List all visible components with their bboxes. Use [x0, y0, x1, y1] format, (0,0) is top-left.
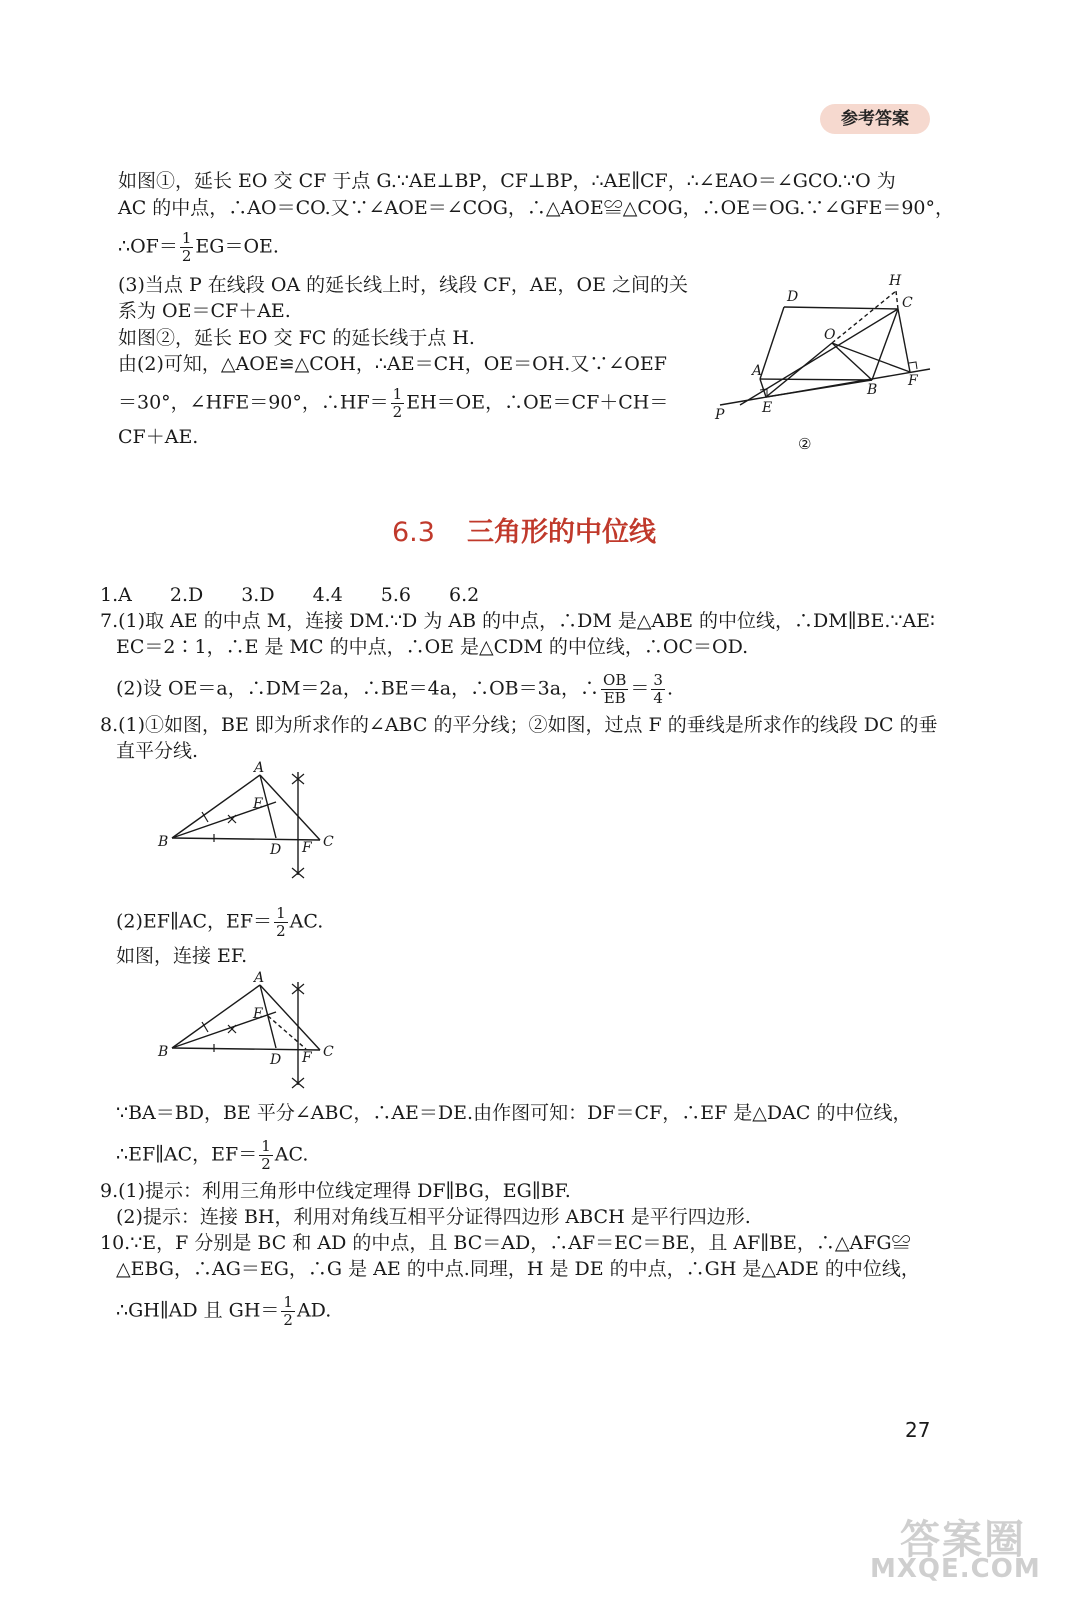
side-ab	[760, 379, 872, 380]
line-eb	[766, 380, 872, 397]
text-segment: AC.	[274, 1143, 309, 1166]
fraction	[180, 230, 194, 265]
watermark-text: 答案圈	[900, 1517, 1026, 1563]
line-of	[832, 343, 910, 372]
numerator: 1	[181, 229, 192, 247]
label-f: F	[302, 1050, 312, 1066]
text-line: 系为 OE＝CF＋AE.	[118, 300, 291, 322]
numerator: 1	[261, 1137, 271, 1155]
line-ch-dashed	[896, 291, 898, 309]
watermark	[870, 1508, 1070, 1588]
figure-2-parallelogram	[700, 265, 940, 455]
right-angle-mark-f	[909, 362, 917, 369]
side-dc	[784, 307, 898, 309]
label-f: F	[302, 840, 312, 856]
watermark-url: MXQE.COM	[870, 1554, 1041, 1584]
label-b: B	[158, 1044, 169, 1060]
text-line: 如图①，延长 EO 交 CF 于点 G.∵AE⊥BP，CF⊥BP，∴AE∥CF，∴∠EAO＝∠GCO.∵O 为	[118, 170, 896, 192]
label-a: A	[752, 363, 763, 379]
text-segment: AC.	[289, 910, 324, 933]
side-cb	[872, 309, 898, 380]
side-ba	[172, 775, 260, 838]
label-c: C	[323, 1044, 334, 1060]
text-segment: EH＝OE，∴OE＝CF＋CH＝	[406, 391, 669, 414]
text-segment: ∴GH∥AD 且 GH＝	[116, 1299, 280, 1322]
text-segment: EG＝OE.	[195, 235, 279, 258]
denominator: 2	[181, 247, 192, 265]
side-ba	[172, 985, 260, 1048]
side-da	[760, 307, 784, 379]
text-segment: (2)设 OE＝a，∴DM＝2a，∴BE＝4a，∴OB＝3a，∴	[116, 677, 600, 700]
text-line	[116, 1138, 308, 1173]
answer-key-badge: 参考答案	[820, 104, 930, 134]
numerator: 1	[392, 385, 403, 403]
fraction	[391, 386, 405, 421]
side-ac	[260, 775, 320, 840]
denominator: 4	[653, 689, 663, 707]
text-line: △EBG，∴AG＝EG，∴G 是 AE 的中点.同理，H 是 DE 的中点，∴GH 是△ADE 的中位线，	[116, 1258, 920, 1280]
text-line: EC＝2∶1，∴E 是 MC 的中点，∴OE 是△CDM 的中位线，∴OC＝OD.	[116, 636, 749, 658]
label-c: C	[902, 295, 913, 311]
text-line: (2)提示：连接 BH，利用对角线互相平分证得四边形 ABCH 是平行四边形.	[116, 1206, 751, 1228]
label-e: E	[253, 1006, 264, 1022]
text-line: (3)当点 P 在线段 OA 的延长线上时，线段 CF，AE，OE 之间的关	[118, 274, 688, 296]
line-oh-dashed	[832, 291, 896, 343]
label-a: A	[254, 970, 265, 986]
line-eo	[766, 343, 832, 397]
numerator: 3	[653, 671, 663, 689]
text-line: 如图②，延长 EO 交 FC 的延长线于点 H.	[118, 327, 475, 349]
text-segment: .	[666, 677, 673, 700]
text-line: 8.(1)①如图，BE 即为所求作的∠ABC 的平分线；②如图，过点 F 的垂线是所求作的线段 DC 的垂	[100, 714, 938, 736]
text-segment: ∴EF∥AC，EF＝	[116, 1143, 258, 1166]
text-segment: ＝30°，∠HFE＝90°，∴HF＝	[118, 391, 389, 414]
denominator: 2	[276, 922, 286, 940]
text-segment: ＝	[630, 677, 650, 700]
label-d: D	[787, 289, 799, 305]
triangle-figure-2	[150, 970, 350, 1100]
label-d: D	[270, 842, 282, 858]
answers-row: 1.A 2.D 3.D 4.4 5.6 6.2	[100, 584, 480, 606]
text-line: 由(2)可知，△AOE≌△COH，∴AE＝CH，OE＝OH.又∵∠OEF	[118, 353, 667, 375]
fraction	[281, 1294, 295, 1329]
text-line: ∵BA＝BD，BE 平分∠ABC，∴AE＝DE.由作图可知：DF＝CF，∴EF 是△DAC 的中位线，	[116, 1102, 912, 1124]
fraction	[259, 1138, 273, 1173]
text-line	[118, 386, 668, 421]
label-e: E	[762, 400, 773, 416]
fraction	[601, 672, 628, 707]
segment-ef-dashed	[268, 1016, 306, 1049]
label-a: A	[254, 760, 265, 776]
label-p: P	[715, 407, 725, 423]
text-line: 如图，连接 EF.	[116, 945, 248, 967]
numerator: OB	[603, 671, 627, 689]
label-c: C	[323, 834, 334, 850]
section-number: 6.3	[392, 517, 435, 548]
text-line	[116, 672, 673, 707]
text-line: AC 的中点，∴AO＝CO.又∵∠AOE＝∠COG，∴△AOE≌△COG，∴OE＝OG.∵∠GFE＝90°，	[118, 197, 955, 219]
label-h: H	[889, 273, 902, 289]
text-line	[116, 1294, 331, 1329]
section-name: 三角形的中位线	[466, 517, 656, 548]
label-b: B	[867, 382, 878, 398]
label-b: B	[158, 834, 169, 850]
fraction	[274, 905, 288, 940]
line-ae	[760, 379, 766, 397]
text-line: 7.(1)取 AE 的中点 M，连接 DM.∵D 为 AB 的中点，∴DM 是△ABE 的中位线，∴DM∥BE.∵AE∶	[100, 610, 935, 632]
denominator: EB	[603, 689, 626, 707]
section-title	[392, 510, 656, 549]
denominator: 2	[392, 403, 403, 421]
text-line: 9.(1)提示：利用三角形中位线定理得 DF∥BG，EG∥BF.	[100, 1180, 571, 1202]
numerator: 1	[283, 1293, 293, 1311]
line-ob	[832, 343, 872, 380]
text-line: CF＋AE.	[118, 426, 199, 448]
triangle-figure-1	[150, 760, 350, 890]
figure-caption: ②	[798, 435, 812, 453]
text-line	[116, 905, 323, 940]
label-e: E	[253, 796, 264, 812]
text-segment: AD.	[296, 1299, 332, 1322]
line-cf	[898, 309, 910, 372]
text-segment: ∴OF＝	[118, 235, 178, 258]
label-d: D	[270, 1052, 282, 1068]
page-number: 27	[905, 1418, 931, 1442]
text-segment: (2)EF∥AC，EF＝	[116, 910, 273, 933]
text-line: 直平分线.	[116, 740, 199, 762]
label-f: F	[908, 373, 918, 389]
numerator: 1	[276, 904, 286, 922]
fraction	[651, 672, 665, 707]
denominator: 2	[283, 1311, 293, 1329]
denominator: 2	[261, 1155, 271, 1173]
label-o: O	[824, 327, 836, 343]
text-line: 10.∵E，F 分别是 BC 和 AD 的中点，且 BC＝AD，∴AF＝EC＝BE，且 AF∥BE，∴△AFG≌	[100, 1232, 911, 1254]
text-line	[118, 230, 279, 265]
